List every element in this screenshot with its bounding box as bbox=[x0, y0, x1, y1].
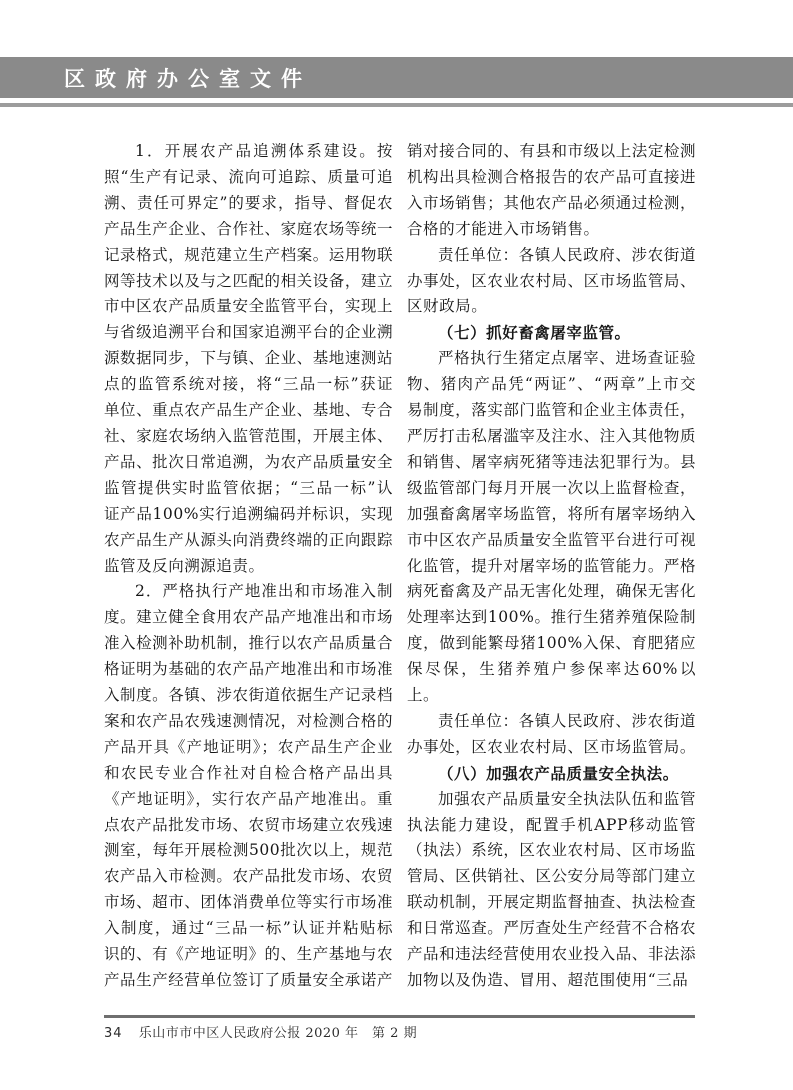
page-header-title: 区政府办公室文件 bbox=[64, 66, 312, 91]
section-heading-seven: （七）抓好畜禽屠宰监管。 bbox=[438, 323, 631, 343]
paragraph-slaughter-supervision: 严格执行生猪定点屠宰、进场查证验物、猪肉产品凭“两证”、“两章”上市交易制度，落实部门监管和企业主体责任，严厉打击私屠滥宰及注水、注入其他物质和销售、屠宰病死猪等违法犯罪行为。县级监管部门每月开展一次以上监督检查，加强畜禽屠宰场监管，将所有屠宰场纳入市中区农产品质量安全监管平台进行可视化监管，提升对屠宰场的监管能力。严格病死畜禽及产品无害化处理，确保无害化处理率达到100%。推行生猪养殖保险制度，做到能繁母猪100%入保、育肥猪应保尽保，生猪养殖户参保率达60%以上。 bbox=[407, 349, 696, 705]
footer-gazette-title: 乐山市市中区人民政府公报 2020 年 第 2 期 bbox=[138, 1026, 418, 1041]
footer-rule bbox=[104, 1015, 695, 1018]
paragraph-item-1: 1．开展农产品追溯体系建设。按照“生产有记录、流向可追踪、质量可追溯、责任可界定”的要求，指导、督促农产品生产企业、合作社、家庭农场等统一记录格式，规范建立生产档案。运用物联网等技术以及与之匹配的相关设备，建立市中区农产品质量安全监管平台，实现上与省级追溯平台和国家追溯平台的企业溯源数据同步，下与镇、企业、基地速测站点的监管系统对接，将“三品一标”获证单位、重点农产品生产企业、基地、专合社、家庭农场纳入监管范围，开展主体、产品、批次日常追溯，为农产品质量安全监管提供实时监管依据；“三品一标”认证产品100%实行追溯编码并标识，实现农产品生产从源头向消费终端的正向跟踪监管及反向溯源追责。 bbox=[104, 142, 393, 575]
header-bar bbox=[0, 57, 793, 98]
header-rule bbox=[0, 103, 793, 107]
right-column bbox=[407, 139, 696, 1007]
paragraph-law-enforcement: 加强农产品质量安全执法队伍和监管执法能力建设，配置手机APP移动监管（执法）系统，区农业农村局、区市场监管局、区供销社、区公安分局等部门建立联动机制，开展定期监督抽查、执法检查和日常巡查。严厉查处生产经营不合格农产品和违法经营使用农业投入品、非法添加物以及伪造、冒用、超范围使用“三品 bbox=[407, 789, 696, 989]
paragraph-responsible-units-1: 责任单位：各镇人民政府、涉农街道办事处，区农业农村局、区市场监管局、区财政局。 bbox=[407, 245, 696, 316]
left-column bbox=[104, 139, 393, 1007]
paragraph-continuation: 销对接合同的、有县和市级以上法定检测机构出具检测合格报告的农产品可直接进入市场销售；其他农产品必须通过检测，合格的才能进入市场销售。 bbox=[407, 142, 696, 238]
paragraph-responsible-units-2: 责任单位：各镇人民政府、涉农街道办事处，区农业农村局、区市场监管局。 bbox=[407, 711, 696, 756]
paragraph-item-2: 2．严格执行产地准出和市场准入制度。建立健全食用农产品产地准出和市场准入检测补助机制，推行以农产品质量合格证明为基础的农产品产地准出和市场准入制度。各镇、涉农街道依据生产记录档案和农产品农残速测情况，对检测合格的产品开具《产地证明》；农产品生产企业和农民专业合作社对自检合格产品出具《产地证明》，实行农产品产地准出。重点农产品批发市场、农贸市场建立农残速测室，每年开展检测500批次以上，规范农产品入市检测。农产品批发市场、农贸市场、超市、团体消费单位等实行市场准入制度，通过“三品一标”认证并粘贴标识的、有《产地证明》的、生产基地与农产品生产经营单位签订了质量安全承诺产 bbox=[104, 582, 393, 989]
section-heading-eight: （八）加强农产品质量安全执法。 bbox=[438, 763, 679, 783]
page-number: 34 bbox=[104, 1026, 123, 1041]
page-footer bbox=[104, 1022, 695, 1041]
